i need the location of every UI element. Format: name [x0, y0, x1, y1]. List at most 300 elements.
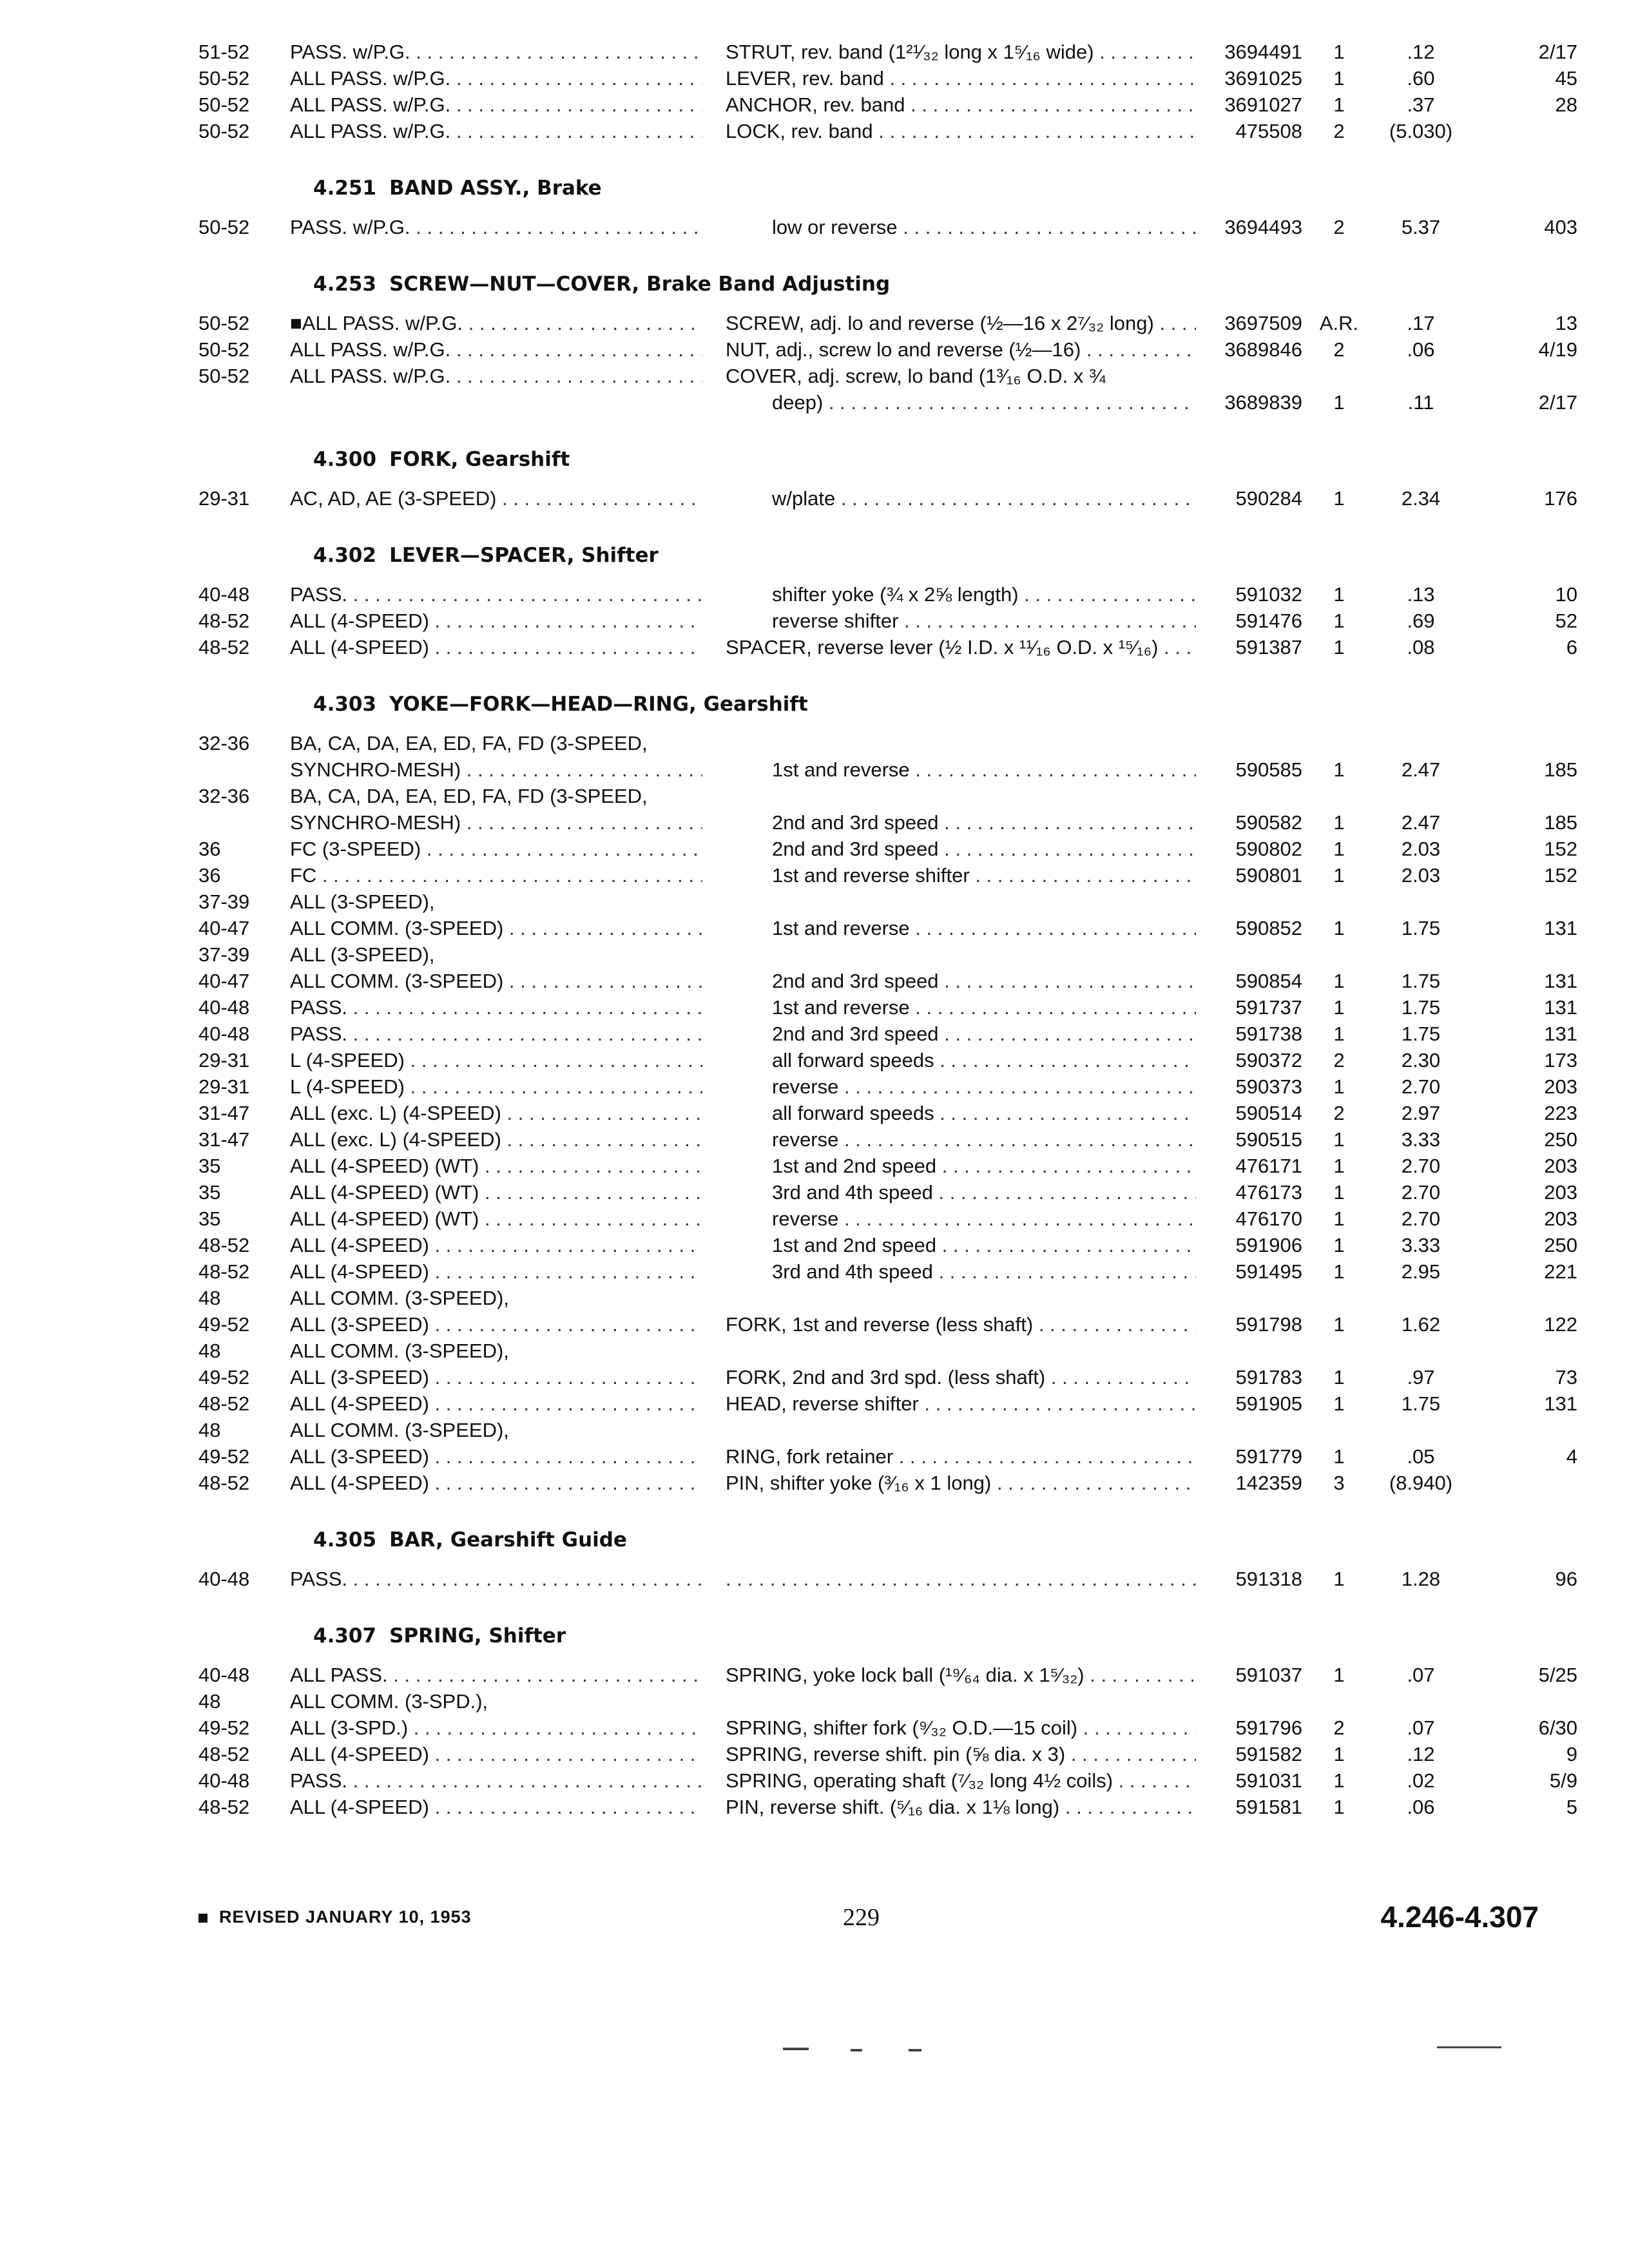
- price-group: 2/17: [1538, 391, 1577, 414]
- quantity: 1: [1333, 636, 1345, 658]
- quantity: 1: [1333, 1234, 1345, 1256]
- list-price: .05: [1407, 1445, 1435, 1468]
- price-group: 10: [1555, 583, 1577, 606]
- quantity: 2: [1333, 216, 1345, 238]
- application: PASS. . . .: [290, 1021, 702, 1047]
- table-row: [198, 634, 1577, 660]
- application: ALL (4-SPEED) . . .: [290, 1794, 702, 1820]
- section-range: 4.246-4.307: [1380, 1900, 1539, 1934]
- table-row: [198, 809, 1577, 836]
- list-price: .08: [1407, 636, 1435, 658]
- section-number: 4.303: [313, 693, 377, 716]
- application: BA, CA, DA, EA, ED, FA, FD (3-SPEED,: [290, 785, 648, 807]
- quantity: 1: [1333, 1313, 1345, 1336]
- quantity: 1: [1333, 917, 1345, 939]
- year-range: 40-47: [198, 970, 250, 992]
- price-group: 4: [1566, 1445, 1577, 1468]
- table-row: [198, 608, 1577, 634]
- year-range: 40-48: [198, 1769, 250, 1792]
- year-range: 49-52: [198, 1716, 250, 1739]
- description: FORK, 1st and reverse (less shaft) . . .: [726, 1311, 1196, 1338]
- table-row: [198, 1741, 1577, 1767]
- price-group: 73: [1555, 1366, 1577, 1389]
- year-range: 49-52: [198, 1445, 250, 1468]
- revision-date: REVISED JANUARY 10, 1953: [219, 1907, 472, 1927]
- part-number: 591387: [1235, 636, 1302, 658]
- quantity: 1: [1333, 41, 1345, 63]
- part-number: 591031: [1235, 1769, 1302, 1792]
- quantity: 1: [1333, 1260, 1345, 1283]
- description: w/plate . . .: [726, 485, 1196, 512]
- description: FORK, 2nd and 3rd spd. (less shaft) . . .: [726, 1364, 1196, 1390]
- table-row: [198, 118, 1526, 144]
- description: 1st and 2nd speed . . .: [726, 1153, 1196, 1179]
- application: FC . . .: [290, 862, 702, 889]
- price-group: 131: [1544, 970, 1577, 992]
- price-group: 223: [1544, 1102, 1577, 1124]
- description: 2nd and 3rd speed . . .: [726, 836, 1196, 862]
- section-heading: [198, 1618, 1526, 1654]
- table-row: [198, 1206, 1577, 1232]
- year-range: 49-52: [198, 1313, 250, 1336]
- table-row: [198, 756, 1577, 783]
- section-title: FORK, Gearshift: [389, 448, 570, 471]
- table-row: [198, 1364, 1577, 1390]
- year-range: 31-47: [198, 1128, 250, 1151]
- description: 2nd and 3rd speed . . .: [726, 968, 1196, 994]
- application: ALL COMM. (3-SPEED),: [290, 1287, 509, 1309]
- part-number: 142359: [1235, 1472, 1302, 1494]
- table-row: [198, 968, 1577, 994]
- application: AC, AD, AE (3-SPEED) . . .: [290, 485, 702, 512]
- application: PASS. . . .: [290, 994, 702, 1021]
- description: all forward speeds . . .: [726, 1100, 1196, 1126]
- list-price: 2.30: [1401, 1049, 1441, 1072]
- year-range: 50-52: [198, 365, 250, 387]
- description: 2nd and 3rd speed . . .: [726, 809, 1196, 836]
- application: ALL PASS. w/P.G. . . .: [290, 336, 702, 363]
- part-number: 591032: [1235, 583, 1302, 606]
- year-range: 36: [198, 864, 221, 887]
- description: 1st and reverse shifter . . .: [726, 862, 1196, 889]
- quantity: 1: [1333, 93, 1345, 116]
- part-number: 591581: [1235, 1796, 1302, 1818]
- price-group: 45: [1555, 67, 1577, 90]
- quantity: 1: [1333, 1568, 1345, 1590]
- section-heading: [198, 686, 1526, 722]
- list-price: .37: [1407, 93, 1435, 116]
- application: SYNCHRO-MESH) . . .: [290, 809, 702, 836]
- table-row: [198, 1073, 1577, 1100]
- year-range: 36: [198, 838, 221, 860]
- year-range: 40-48: [198, 583, 250, 606]
- description: STRUT, rev. band (1²¹⁄₃₂ long x 1⁵⁄₁₆ wide) . . .: [726, 39, 1196, 65]
- application: PASS. . . .: [290, 1767, 702, 1794]
- application: ALL (exc. L) (4-SPEED) . . .: [290, 1126, 702, 1153]
- list-price: 2.97: [1401, 1102, 1441, 1124]
- price-group: 176: [1544, 487, 1577, 510]
- section-heading: [198, 1522, 1526, 1558]
- list-price: 1.62: [1401, 1313, 1441, 1336]
- revised-marker-icon: [198, 1914, 207, 1923]
- application: ■ALL PASS. w/P.G. . . .: [290, 310, 702, 336]
- price-group: 131: [1544, 917, 1577, 939]
- application: PASS. . . .: [290, 1566, 702, 1592]
- description: HEAD, reverse shifter . . .: [726, 1390, 1196, 1417]
- application: ALL (4-SPEED) (WT) . . .: [290, 1153, 702, 1179]
- quantity: 1: [1333, 1207, 1345, 1230]
- application: PASS. w/P.G. . . .: [290, 39, 702, 65]
- table-row: [198, 1566, 1577, 1592]
- section-title: LEVER—SPACER, Shifter: [389, 544, 659, 567]
- quantity: 1: [1333, 758, 1345, 781]
- table-row: [198, 91, 1577, 118]
- list-price: .17: [1407, 312, 1435, 334]
- quantity: 1: [1333, 1128, 1345, 1151]
- description: reverse . . .: [726, 1073, 1196, 1100]
- list-price: 3.33: [1401, 1128, 1441, 1151]
- part-number: 590854: [1235, 970, 1302, 992]
- scan-artifact: [851, 2049, 862, 2052]
- quantity: 1: [1333, 1445, 1345, 1468]
- table-row: [198, 1390, 1577, 1417]
- description: COVER, adj. screw, lo band (1³⁄₁₆ O.D. x ¾: [726, 365, 1106, 387]
- application: ALL COMM. (3-SPEED) . . .: [290, 915, 702, 941]
- quantity: 1: [1333, 838, 1345, 860]
- quantity: 1: [1333, 1743, 1345, 1765]
- table-row: [198, 1417, 1526, 1443]
- table-row: [198, 1311, 1577, 1338]
- year-range: 48-52: [198, 1392, 250, 1415]
- quantity: 2: [1333, 1716, 1345, 1739]
- table-row: [198, 1662, 1577, 1688]
- price-group: 203: [1544, 1181, 1577, 1204]
- year-range: 50-52: [198, 338, 250, 361]
- revision-note: [198, 1907, 472, 1927]
- year-range: 32-36: [198, 732, 250, 754]
- price-group: 250: [1544, 1128, 1577, 1151]
- table-row: [198, 1258, 1577, 1285]
- table-row: [198, 889, 1526, 915]
- description: reverse . . .: [726, 1206, 1196, 1232]
- quantity: 1: [1333, 1796, 1345, 1818]
- description: deep) . . .: [726, 389, 1196, 416]
- table-row: [198, 1688, 1526, 1715]
- part-number: 3694491: [1224, 41, 1302, 63]
- quantity: A.R.: [1319, 312, 1359, 334]
- list-price: .12: [1407, 1743, 1435, 1765]
- part-number: 591037: [1235, 1664, 1302, 1686]
- table-row: [198, 581, 1577, 608]
- list-price: 2.47: [1401, 758, 1441, 781]
- price-group: 2/17: [1538, 41, 1577, 63]
- table-row: [198, 994, 1577, 1021]
- list-price: 2.03: [1401, 838, 1441, 860]
- price-group: 5/9: [1549, 1769, 1577, 1792]
- year-range: 48-52: [198, 1260, 250, 1283]
- year-range: 48-52: [198, 610, 250, 632]
- year-range: 40-47: [198, 917, 250, 939]
- year-range: 40-48: [198, 996, 250, 1019]
- quantity: 2: [1333, 1049, 1345, 1072]
- list-price: .07: [1407, 1664, 1435, 1686]
- year-range: 50-52: [198, 120, 250, 142]
- part-number: 591318: [1235, 1568, 1302, 1590]
- year-range: 48-52: [198, 1743, 250, 1765]
- quantity: 1: [1333, 583, 1345, 606]
- page-number: 229: [843, 1904, 880, 1931]
- application: ALL (4-SPEED) . . .: [290, 1232, 702, 1258]
- list-price: 1.75: [1401, 917, 1441, 939]
- list-price: .12: [1407, 41, 1435, 63]
- application: ALL (3-SPEED) . . .: [290, 1443, 702, 1470]
- year-range: 48: [198, 1419, 221, 1441]
- table-row: [198, 1126, 1577, 1153]
- table-row: [198, 915, 1577, 941]
- table-row: [198, 1794, 1577, 1820]
- section-number: 4.251: [313, 177, 377, 200]
- part-number: 591905: [1235, 1392, 1302, 1415]
- section-number: 4.300: [313, 448, 377, 471]
- list-price: .07: [1407, 1716, 1435, 1739]
- list-price: 1.28: [1401, 1568, 1441, 1590]
- parts-list: [198, 39, 1577, 1820]
- quantity: 1: [1333, 970, 1345, 992]
- price-group: 203: [1544, 1075, 1577, 1098]
- application: ALL (4-SPEED) . . .: [290, 634, 702, 660]
- description: 1st and reverse . . .: [726, 756, 1196, 783]
- part-number: 591737: [1235, 996, 1302, 1019]
- quantity: 1: [1333, 1769, 1345, 1792]
- description: reverse shifter . . .: [726, 608, 1196, 634]
- section-heading: [198, 441, 1526, 477]
- description: SPRING, shifter fork (⁹⁄₃₂ O.D.—15 coil) . . .: [726, 1715, 1196, 1741]
- year-range: 48: [198, 1690, 221, 1713]
- description: 3rd and 4th speed . . .: [726, 1179, 1196, 1206]
- quantity: 1: [1333, 391, 1345, 414]
- list-price: 2.03: [1401, 864, 1441, 887]
- application: ALL (3-SPEED) . . .: [290, 1311, 702, 1338]
- quantity: 1: [1333, 610, 1345, 632]
- quantity: 1: [1333, 1664, 1345, 1686]
- application: ALL PASS. w/P.G. . . .: [290, 363, 702, 389]
- price-group: 131: [1544, 1392, 1577, 1415]
- list-price: (5.030): [1389, 120, 1453, 142]
- description: 1st and reverse . . .: [726, 994, 1196, 1021]
- price-group: 152: [1544, 838, 1577, 860]
- quantity: 1: [1333, 811, 1345, 834]
- description: LOCK, rev. band . . .: [726, 118, 1196, 144]
- part-number: 590585: [1235, 758, 1302, 781]
- table-row: [198, 1100, 1577, 1126]
- year-range: 35: [198, 1181, 221, 1204]
- table-row: [198, 65, 1577, 91]
- quantity: 2: [1333, 120, 1345, 142]
- table-row: [198, 1179, 1577, 1206]
- year-range: 48: [198, 1287, 221, 1309]
- section-number: 4.307: [313, 1624, 377, 1648]
- table-row: [198, 1443, 1577, 1470]
- price-group: 221: [1544, 1260, 1577, 1283]
- year-range: 48-52: [198, 636, 250, 658]
- year-range: 50-52: [198, 312, 250, 334]
- price-group: 5: [1566, 1796, 1577, 1818]
- table-row: [198, 389, 1577, 416]
- price-group: 6/30: [1538, 1716, 1577, 1739]
- description: all forward speeds . . .: [726, 1047, 1196, 1073]
- year-range: 50-52: [198, 216, 250, 238]
- description: SPACER, reverse lever (½ I.D. x ¹¹⁄₁₆ O.D. x ¹⁵⁄₁₆) . . .: [726, 634, 1196, 660]
- price-group: 250: [1544, 1234, 1577, 1256]
- list-price: 2.70: [1401, 1155, 1441, 1177]
- table-row: [198, 1047, 1577, 1073]
- application: FC (3-SPEED) . . .: [290, 836, 702, 862]
- quantity: 1: [1333, 67, 1345, 90]
- part-number: 591796: [1235, 1716, 1302, 1739]
- part-number: 591495: [1235, 1260, 1302, 1283]
- price-group: 28: [1555, 93, 1577, 116]
- list-price: 2.70: [1401, 1207, 1441, 1230]
- year-range: 40-48: [198, 1023, 250, 1045]
- application: PASS. w/P.G. . . .: [290, 214, 702, 240]
- price-group: 185: [1544, 758, 1577, 781]
- part-number: 3689846: [1224, 338, 1302, 361]
- list-price: .11: [1407, 391, 1434, 414]
- year-range: 51-52: [198, 41, 250, 63]
- quantity: 1: [1333, 1075, 1345, 1098]
- application: ALL PASS. w/P.G. . . .: [290, 118, 702, 144]
- application: ALL (4-SPEED) . . .: [290, 1390, 702, 1417]
- quantity: 1: [1333, 1155, 1345, 1177]
- list-price: (8.940): [1389, 1472, 1453, 1494]
- year-range: 35: [198, 1207, 221, 1230]
- part-number: 591779: [1235, 1445, 1302, 1468]
- list-price: .13: [1407, 583, 1435, 606]
- table-row: [198, 1338, 1526, 1364]
- description: NUT, adj., screw lo and reverse (½—16) . . .: [726, 336, 1196, 363]
- quantity: 1: [1333, 487, 1345, 510]
- part-number: 590284: [1235, 487, 1302, 510]
- application: ALL (4-SPEED) . . .: [290, 1258, 702, 1285]
- price-group: 403: [1544, 216, 1577, 238]
- list-price: 2.34: [1401, 487, 1441, 510]
- section-number: 4.302: [313, 544, 377, 567]
- list-price: 2.70: [1401, 1075, 1441, 1098]
- part-number: 3691025: [1224, 67, 1302, 90]
- year-range: 48-52: [198, 1234, 250, 1256]
- price-group: 5/25: [1538, 1664, 1577, 1686]
- section-title: SPRING, Shifter: [389, 1624, 566, 1648]
- quantity: 3: [1333, 1472, 1345, 1494]
- part-number: 590373: [1235, 1075, 1302, 1098]
- application: ALL (exc. L) (4-SPEED) . . .: [290, 1100, 702, 1126]
- table-row: [198, 310, 1577, 336]
- year-range: 37-39: [198, 890, 250, 913]
- price-group: 6: [1566, 636, 1577, 658]
- price-group: 131: [1544, 1023, 1577, 1045]
- application: ALL (3-SPEED),: [290, 890, 435, 913]
- part-number: 590852: [1235, 917, 1302, 939]
- part-number: 476173: [1235, 1181, 1302, 1204]
- list-price: .97: [1407, 1366, 1435, 1389]
- application: L (4-SPEED) . . .: [290, 1073, 702, 1100]
- description: 1st and 2nd speed . . .: [726, 1232, 1196, 1258]
- application: ALL (3-SPEED) . . .: [290, 1364, 702, 1390]
- section-title: SCREW—NUT—COVER, Brake Band Adjusting: [389, 273, 891, 296]
- quantity: 1: [1333, 996, 1345, 1019]
- application: PASS. . . .: [290, 581, 702, 608]
- year-range: 49-52: [198, 1366, 250, 1389]
- table-row: [198, 1285, 1526, 1311]
- description: PIN, reverse shift. (⁵⁄₁₆ dia. x 1⅛ long) . . .: [726, 1794, 1196, 1820]
- list-price: 5.37: [1401, 216, 1441, 238]
- application: ALL COMM. (3-SPEED) . . .: [290, 968, 702, 994]
- description: low or reverse . . .: [726, 214, 1196, 240]
- list-price: 1.75: [1401, 1023, 1441, 1045]
- application: ALL PASS. w/P.G. . . .: [290, 65, 702, 91]
- year-range: 50-52: [198, 93, 250, 116]
- application: ALL (3-SPEED),: [290, 943, 435, 966]
- list-price: .60: [1407, 67, 1435, 90]
- price-group: 122: [1544, 1313, 1577, 1336]
- application: SYNCHRO-MESH) . . .: [290, 756, 702, 783]
- price-group: 185: [1544, 811, 1577, 834]
- list-price: .69: [1407, 610, 1435, 632]
- part-number: 476170: [1235, 1207, 1302, 1230]
- year-range: 32-36: [198, 785, 250, 807]
- table-row: [198, 941, 1526, 968]
- table-row: [198, 363, 1526, 389]
- application: BA, CA, DA, EA, ED, FA, FD (3-SPEED,: [290, 732, 648, 754]
- application: ALL (4-SPEED) . . .: [290, 1741, 702, 1767]
- table-row: [198, 783, 1526, 809]
- part-number: 590801: [1235, 864, 1302, 887]
- page-footer: [198, 1899, 1539, 1938]
- part-number: 590802: [1235, 838, 1302, 860]
- description: RING, fork retainer . . .: [726, 1443, 1196, 1470]
- section-title: BAND ASSY., Brake: [389, 177, 602, 200]
- year-range: 29-31: [198, 487, 250, 510]
- price-group: 131: [1544, 996, 1577, 1019]
- part-number: 476171: [1235, 1155, 1302, 1177]
- part-number: 591476: [1235, 610, 1302, 632]
- price-group: 203: [1544, 1155, 1577, 1177]
- price-group: 4/19: [1538, 338, 1577, 361]
- application: ALL (3-SPD.) . . .: [290, 1715, 702, 1741]
- year-range: 29-31: [198, 1049, 250, 1072]
- description: SCREW, adj. lo and reverse (½—16 x 2⁷⁄₃₂ long) . . .: [726, 310, 1196, 336]
- part-number: 591582: [1235, 1743, 1302, 1765]
- table-row: [198, 1021, 1577, 1047]
- table-row: [198, 1470, 1526, 1496]
- description: PIN, shifter yoke (³⁄₁₆ x 1 long) . . .: [726, 1470, 1196, 1496]
- list-price: .06: [1407, 1796, 1435, 1818]
- application: ALL PASS. w/P.G. . . .: [290, 91, 702, 118]
- application: ALL (4-SPEED) . . .: [290, 608, 702, 634]
- part-number: 591906: [1235, 1234, 1302, 1256]
- application: ALL COMM. (3-SPEED),: [290, 1419, 509, 1441]
- price-group: 9: [1566, 1743, 1577, 1765]
- table-row: [198, 214, 1577, 240]
- description: [726, 1566, 1196, 1592]
- description: SPRING, operating shaft (⁷⁄₃₂ long 4½ coils) . . .: [726, 1767, 1196, 1794]
- price-group: 152: [1544, 864, 1577, 887]
- section-heading: [198, 266, 1526, 302]
- application: ALL COMM. (3-SPEED),: [290, 1340, 509, 1362]
- application: L (4-SPEED) . . .: [290, 1047, 702, 1073]
- year-range: 48-52: [198, 1796, 250, 1818]
- description: SPRING, reverse shift. pin (⅝ dia. x 3) . . .: [726, 1741, 1196, 1767]
